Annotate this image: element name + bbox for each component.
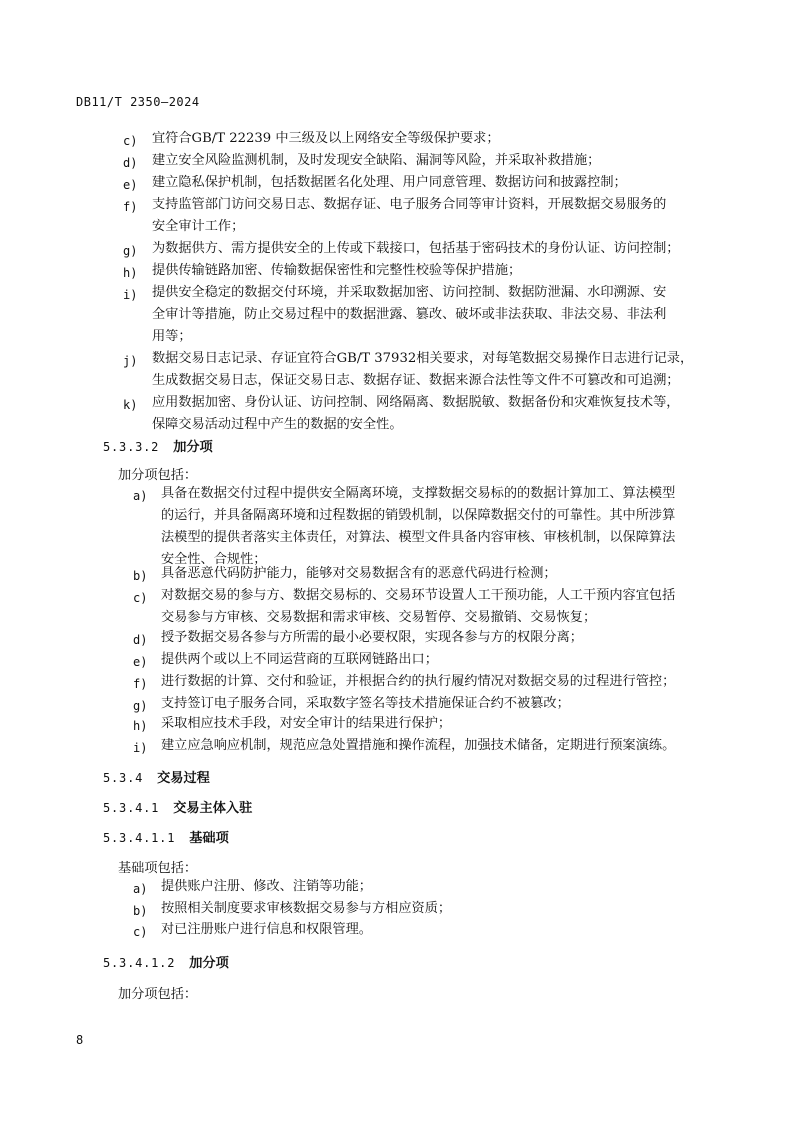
list-text: 应用数据加密、身份认证、访问控制、网络隔离、数据脱敏、数据备份和灾难恢复技术等， 保障交易活动过程中产生的数据的安全性。 (152, 395, 680, 432)
list-text: 提供账户注册、修改、注销等功能； (161, 879, 372, 894)
list-text: 为数据供方、需方提供安全的上传或下载接口，包括基于密码技术的身份认证、访问控制； (152, 241, 680, 256)
list-text: 建立安全风险监测机制，及时发现安全缺陷、漏洞等风险，并采取补救措施； (152, 153, 601, 168)
section-title: 交易主体入驻 (173, 801, 253, 816)
list-text: 支持签订电子服务合同，采取数字签名等技术措施保证合约不被篡改； (161, 696, 570, 711)
section-heading-5341 (103, 797, 252, 816)
list-text: 按照相关制度要求审核数据交易参与方相应资质； (161, 901, 452, 916)
list-text: 建立隐私保护机制，包括数据匿名化处理、用户同意管理、数据访问和披露控制； (152, 175, 627, 190)
section-number: 5.3.4 (103, 771, 144, 785)
list-text: 提供传输链路加密、传输数据保密性和完整性校验等保护措施； (152, 263, 522, 278)
list-text: 对数据交易的参与方、数据交易标的、交易环节设置人工干预功能，人工干预内容宜包括 交易参与方审核、交易数据和需求审核、交易暂停、交易撤销、交易恢复； (161, 588, 676, 625)
section-heading-53412 (103, 952, 229, 971)
list-label: c) (123, 134, 138, 148)
list-text: 建立应急响应机制，规范应急处置措施和操作流程，加强技术储备，定期进行预案演练。 (161, 738, 676, 753)
list-text: 宜符合GB/T 22239 中三级及以上网络安全等级保护要求； (152, 131, 500, 146)
section-title: 加分项 (189, 956, 229, 971)
section-heading-5332 (103, 436, 213, 455)
section-intro: 加分项包括： (118, 468, 198, 483)
document-code: DB11/T 2350—2024 (76, 95, 200, 109)
section-number: 5.3.3.2 (103, 440, 160, 454)
list-label: g) (133, 699, 148, 713)
list-label: e) (133, 655, 148, 669)
list-label: e) (123, 178, 138, 192)
list-text: 授予数据交易各参与方所需的最小必要权限，实现各参与方的权限分离； (161, 630, 583, 645)
list-label: d) (133, 633, 148, 647)
list-text: 进行数据的计算、交付和验证，并根据合约的执行履约情况对数据交易的过程进行管控； (161, 674, 676, 689)
section-number: 5.3.4.1.1 (103, 831, 176, 845)
list-label: b) (133, 904, 148, 918)
list-label: c) (133, 925, 148, 939)
section-title: 交易过程 (157, 771, 210, 786)
list-label: b) (133, 569, 148, 583)
list-label: a) (133, 882, 148, 896)
list-text: 具备恶意代码防护能力，能够对交易数据含有的恶意代码进行检测； (161, 566, 557, 581)
section-intro: 基础项包括： (118, 861, 198, 876)
list-text: 提供安全稳定的数据交付环境，并采取数据加密、访问控制、数据防泄漏、水印溯源、安 全审计等措施，防止交易过程中的数据泄露、篡改、破坏或非法获取、非法交易、非法利 用等； (152, 285, 667, 344)
list-text: 数据交易日志记录、存证宜符合GB/T 37932相关要求，对每笔数据交易操作日志进行记录， 生成数据交易日志，保证交易日志、数据存证、数据来源合法性等文件不可篡改和可追溯； (152, 351, 694, 388)
list-label: c) (133, 591, 148, 605)
section-title: 加分项 (173, 440, 213, 455)
section-heading-53411 (103, 827, 229, 846)
list-label: f) (133, 677, 148, 691)
list-text: 支持监管部门访问交易日志、数据存证、电子服务合同等审计资料，开展数据交易服务的 安全审计工作； (152, 197, 667, 234)
list-label: g) (123, 244, 138, 258)
section-number: 5.3.4.1 (103, 801, 160, 815)
list-text: 对已注册账户进行信息和权限管理。 (161, 922, 372, 937)
section-intro: 加分项包括： (118, 987, 198, 1002)
section-heading-534 (103, 767, 210, 786)
list-label: h) (133, 719, 148, 733)
section-title: 基础项 (189, 831, 229, 846)
list-label: h) (123, 266, 138, 280)
list-label: a) (133, 489, 148, 503)
list-text: 具备在数据交付过程中提供安全隔离环境，支撑数据交易标的的数据计算加工、算法模型 的运行，并具备隔离环境和过程数据的销毁机制，以保障数据交付的可靠性。其中所涉算 法模型的提供者落实主体责任，对算法、模型文件具备内容审核、审核机制，以保障算法 安全性、合规性； (161, 486, 676, 567)
list-label: j) (123, 354, 138, 368)
list-label: k) (123, 398, 138, 412)
list-label: i) (133, 741, 148, 755)
list-label: d) (123, 156, 138, 170)
list-label: i) (123, 288, 138, 302)
page-number: 8 (76, 1033, 84, 1047)
list-text: 提供两个或以上不同运营商的互联网链路出口； (161, 652, 438, 667)
list-text: 采取相应技术手段，对安全审计的结果进行保护； (161, 716, 452, 731)
section-number: 5.3.4.1.2 (103, 956, 176, 970)
list-label: f) (123, 200, 138, 214)
